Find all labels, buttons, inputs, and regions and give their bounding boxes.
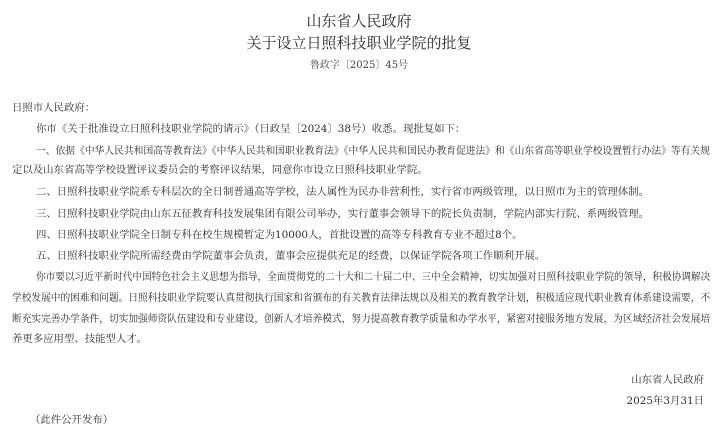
body-line-1: 你市《关于批准设立日照科技职业学院的请示》（日政呈〔2024〕38号）收悉。现批复如下： bbox=[36, 123, 466, 135]
body-line-5: 三、日照科技职业学院由山东五征教育科技发展集团有限公司举办，实行董事会领导下的院长负责制，学院内部实行院、系两级管理。 bbox=[36, 208, 650, 220]
body-line-4: 二、日照科技职业学院系专科层次的全日制普通高等学校，法人属性为民办非营利性，实行省市两级管理，以日照市为主的管理体制。 bbox=[36, 186, 650, 198]
body-line-8: 你市要以习近平新时代中国特色社会主义思想为指导，全面贯彻党的二十大和二十届二中、三中全会精神，切实加强对日照科技职业学院的领导，积极协调解决 bbox=[36, 271, 711, 283]
body-line-9: 学校发展中的困难和问题。日照科技职业学院要认真贯彻执行国家和省颁布的有关教育法律法规以及相关的教育教学计划，积极适应现代职业教育体系建设需要，不 bbox=[12, 292, 711, 304]
publication-note: （此件公开发布） bbox=[30, 414, 114, 426]
body-line-7: 五、日照科技职业学院所需经费由学院董事会负责，董事会应提供充足的经费，以保证学院各项工作顺利开展。 bbox=[36, 250, 546, 262]
addressee: 日照市人民政府： bbox=[12, 102, 96, 114]
body-line-6: 四、日照科技职业学院全日制专科在校生规模暂定为10000人，首批设置的高等专科教育专业不超过8个。 bbox=[36, 229, 523, 241]
document-number: 鲁政字〔2025〕45号 bbox=[309, 60, 409, 71]
body-line-11: 养更多应用型、技能型人才。 bbox=[12, 333, 148, 345]
document-title: 关于设立日照科技职业学院的批复 bbox=[246, 34, 472, 52]
issue-date: 2025年3月31日 bbox=[626, 395, 704, 407]
issuer-heading: 山东省人民政府 bbox=[306, 12, 412, 30]
body-line-10: 断充实完善办学条件，切实加强师资队伍建设和专业建设，创新人才培养模式，努力提高教育教学质量和办学水平，紧密对接服务地方发展，为区域经济社会发展培 bbox=[12, 313, 711, 325]
body-line-2: 一、依据《中华人民共和国高等教育法》《中华人民共和国职业教育法》《中华人民共和国民办教育促进法》和《山东省高等职业学校设置暂行办法》等有关规 bbox=[36, 145, 710, 157]
signature: 山东省人民政府 bbox=[631, 374, 704, 386]
body-line-3: 定以及山东省高等学校设置评议委员会的考察评议结果，同意你市设立日照科技职业学院。 bbox=[12, 164, 428, 176]
